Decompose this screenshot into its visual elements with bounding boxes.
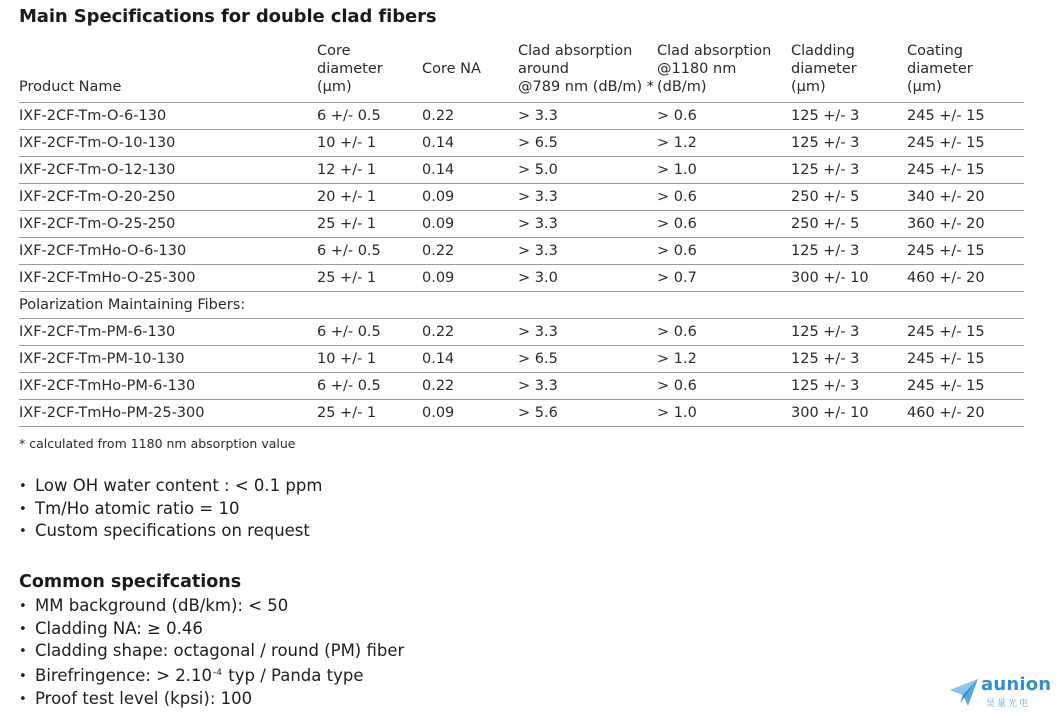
table-cell: 245 +/- 15 — [907, 319, 1024, 346]
table-cell: 245 +/- 15 — [907, 130, 1024, 157]
product-name-cell: IXF-2CF-Tm-PM-6-130 — [19, 319, 317, 346]
list-item: • Proof test level (kpsi): 100 — [19, 688, 404, 711]
table-cell: 0.22 — [422, 238, 518, 265]
table-row — [19, 130, 1024, 157]
table-cell: > 0.6 — [657, 319, 791, 346]
column-header: Clad absorption @1180 nm (dB/m) — [657, 42, 791, 103]
table-cell: 20 +/- 1 — [317, 184, 422, 211]
table-cell: 0.14 — [422, 130, 518, 157]
table-cell: 6 +/- 0.5 — [317, 238, 422, 265]
product-name-cell: IXF-2CF-Tm-O-10-130 — [19, 130, 317, 157]
table-cell: 6 +/- 0.5 — [317, 319, 422, 346]
table-cell: > 3.3 — [518, 103, 657, 130]
list-item: • Birefringence: > $2.10^{-4}$ typ / Panda type — [19, 663, 404, 688]
table-cell: > 5.6 — [518, 400, 657, 427]
table-cell: 25 +/- 1 — [317, 211, 422, 238]
list-item: • Custom specifications on request — [19, 520, 322, 543]
list-item: • Cladding shape: octagonal / round (PM) fiber — [19, 640, 404, 663]
table-cell: > 0.6 — [657, 373, 791, 400]
table-cell: > 3.0 — [518, 265, 657, 292]
product-name-cell: IXF-2CF-Tm-O-25-250 — [19, 211, 317, 238]
table-cell: > 6.5 — [518, 346, 657, 373]
logo-wordmark: aunion — [981, 674, 1052, 695]
bullet-icon: • — [19, 599, 27, 614]
section-row — [19, 292, 1024, 319]
bullet-icon: • — [19, 669, 27, 685]
product-name-cell: IXF-2CF-Tm-O-12-130 — [19, 157, 317, 184]
table-cell: 0.09 — [422, 184, 518, 211]
exponent: -4 — [213, 668, 223, 679]
table-row — [19, 265, 1024, 292]
table-cell: 245 +/- 15 — [907, 373, 1024, 400]
column-header: Core NA — [422, 42, 518, 103]
table-cell: 0.22 — [422, 103, 518, 130]
table-cell: > 1.0 — [657, 400, 791, 427]
list-item: • MM background (dB/km): < 50 — [19, 595, 404, 618]
table-cell: 125 +/- 3 — [791, 346, 907, 373]
table-cell: 0.22 — [422, 373, 518, 400]
table-cell: 250 +/- 5 — [791, 211, 907, 238]
table-cell: 125 +/- 3 — [791, 157, 907, 184]
table-cell: 460 +/- 20 — [907, 265, 1024, 292]
table-cell: 125 +/- 3 — [791, 103, 907, 130]
table-row — [19, 346, 1024, 373]
table-cell: 10 +/- 1 — [317, 346, 422, 373]
common-spec-list — [19, 595, 404, 711]
table-cell: > 1.2 — [657, 130, 791, 157]
footnote: * calculated from 1180 nm absorption value — [19, 436, 296, 451]
table-row — [19, 157, 1024, 184]
table-cell: 245 +/- 15 — [907, 103, 1024, 130]
table-row — [19, 238, 1024, 265]
column-header: Clad absorption around @789 nm (dB/m) * — [518, 42, 657, 103]
product-name-cell: IXF-2CF-Tm-O-20-250 — [19, 184, 317, 211]
table-cell: 10 +/- 1 — [317, 130, 422, 157]
table-cell: 125 +/- 3 — [791, 373, 907, 400]
table-cell: 0.09 — [422, 400, 518, 427]
feature-list — [19, 475, 322, 543]
product-name-cell: IXF-2CF-Tm-O-6-130 — [19, 103, 317, 130]
list-item: • Low OH water content : < 0.1 ppm — [19, 475, 322, 498]
table-row — [19, 211, 1024, 238]
table-row — [19, 373, 1024, 400]
table-body — [19, 103, 1024, 427]
product-name-cell: IXF-2CF-Tm-PM-10-130 — [19, 346, 317, 373]
list-item: • Tm/Ho atomic ratio = 10 — [19, 498, 322, 521]
table-cell: 6 +/- 0.5 — [317, 103, 422, 130]
table-cell: 12 +/- 1 — [317, 157, 422, 184]
table-cell: > 1.2 — [657, 346, 791, 373]
logo-subtitle: 昊量光电 — [986, 699, 1031, 709]
section-label: Polarization Maintaining Fibers: — [19, 292, 1024, 319]
list-item: • Cladding NA: ≥ 0.46 — [19, 618, 404, 641]
table-cell: > 0.6 — [657, 211, 791, 238]
table-cell: > 1.0 — [657, 157, 791, 184]
table-row — [19, 103, 1024, 130]
bullet-icon: • — [19, 501, 27, 517]
table-cell: > 0.6 — [657, 184, 791, 211]
table-cell: 25 +/- 1 — [317, 265, 422, 292]
table-row — [19, 184, 1024, 211]
table-cell: > 3.3 — [518, 319, 657, 346]
table-cell: > 3.3 — [518, 373, 657, 400]
table-cell: 250 +/- 5 — [791, 184, 907, 211]
table-row — [19, 319, 1024, 346]
table-cell: 0.14 — [422, 157, 518, 184]
paper-plane-logo-icon — [948, 676, 980, 708]
table-cell: 360 +/- 20 — [907, 211, 1024, 238]
table-cell: 340 +/- 20 — [907, 184, 1024, 211]
table-cell: 0.09 — [422, 265, 518, 292]
table-cell: 300 +/- 10 — [791, 265, 907, 292]
table-cell: > 0.6 — [657, 238, 791, 265]
table-cell: 6 +/- 0.5 — [317, 373, 422, 400]
table-cell: > 6.5 — [518, 130, 657, 157]
bullet-icon: • — [19, 691, 27, 707]
product-name-cell: IXF-2CF-TmHo-O-25-300 — [19, 265, 317, 292]
product-name-cell: IXF-2CF-TmHo-PM-6-130 — [19, 373, 317, 400]
table-header-row — [19, 42, 1024, 103]
table-cell: 0.09 — [422, 211, 518, 238]
table-cell: > 3.3 — [518, 238, 657, 265]
table-cell: 125 +/- 3 — [791, 130, 907, 157]
column-header: Core diameter (µm) — [317, 42, 422, 103]
bullet-icon: • — [19, 621, 27, 637]
table-cell: 125 +/- 3 — [791, 238, 907, 265]
table-cell: 245 +/- 15 — [907, 346, 1024, 373]
table-cell: 460 +/- 20 — [907, 400, 1024, 427]
table-cell: 245 +/- 15 — [907, 157, 1024, 184]
column-header: Cladding diameter (µm) — [791, 42, 907, 103]
table-cell: 0.22 — [422, 319, 518, 346]
bullet-icon: • — [19, 644, 27, 660]
column-header: Coating diameter (µm) — [907, 42, 1024, 103]
common-spec-heading: Common specifcations — [19, 572, 242, 592]
table-cell: > 0.7 — [657, 265, 791, 292]
page-title: Main Specifications for double clad fibers — [19, 6, 437, 27]
bullet-icon: • — [19, 524, 27, 540]
table-cell: > 3.3 — [518, 211, 657, 238]
table-cell: 0.14 — [422, 346, 518, 373]
table-cell: > 5.0 — [518, 157, 657, 184]
product-name-cell: IXF-2CF-TmHo-O-6-130 — [19, 238, 317, 265]
table-cell: > 0.6 — [657, 103, 791, 130]
table-cell: 300 +/- 10 — [791, 400, 907, 427]
column-header: Product Name — [19, 42, 317, 103]
table-cell: 25 +/- 1 — [317, 400, 422, 427]
company-logo — [948, 674, 1050, 710]
spec-table — [19, 42, 1024, 427]
bullet-icon: • — [19, 479, 27, 494]
table-row — [19, 400, 1024, 427]
product-name-cell: IXF-2CF-TmHo-PM-25-300 — [19, 400, 317, 427]
table-cell: > 3.3 — [518, 184, 657, 211]
table-cell: 245 +/- 15 — [907, 238, 1024, 265]
table-cell: 125 +/- 3 — [791, 319, 907, 346]
